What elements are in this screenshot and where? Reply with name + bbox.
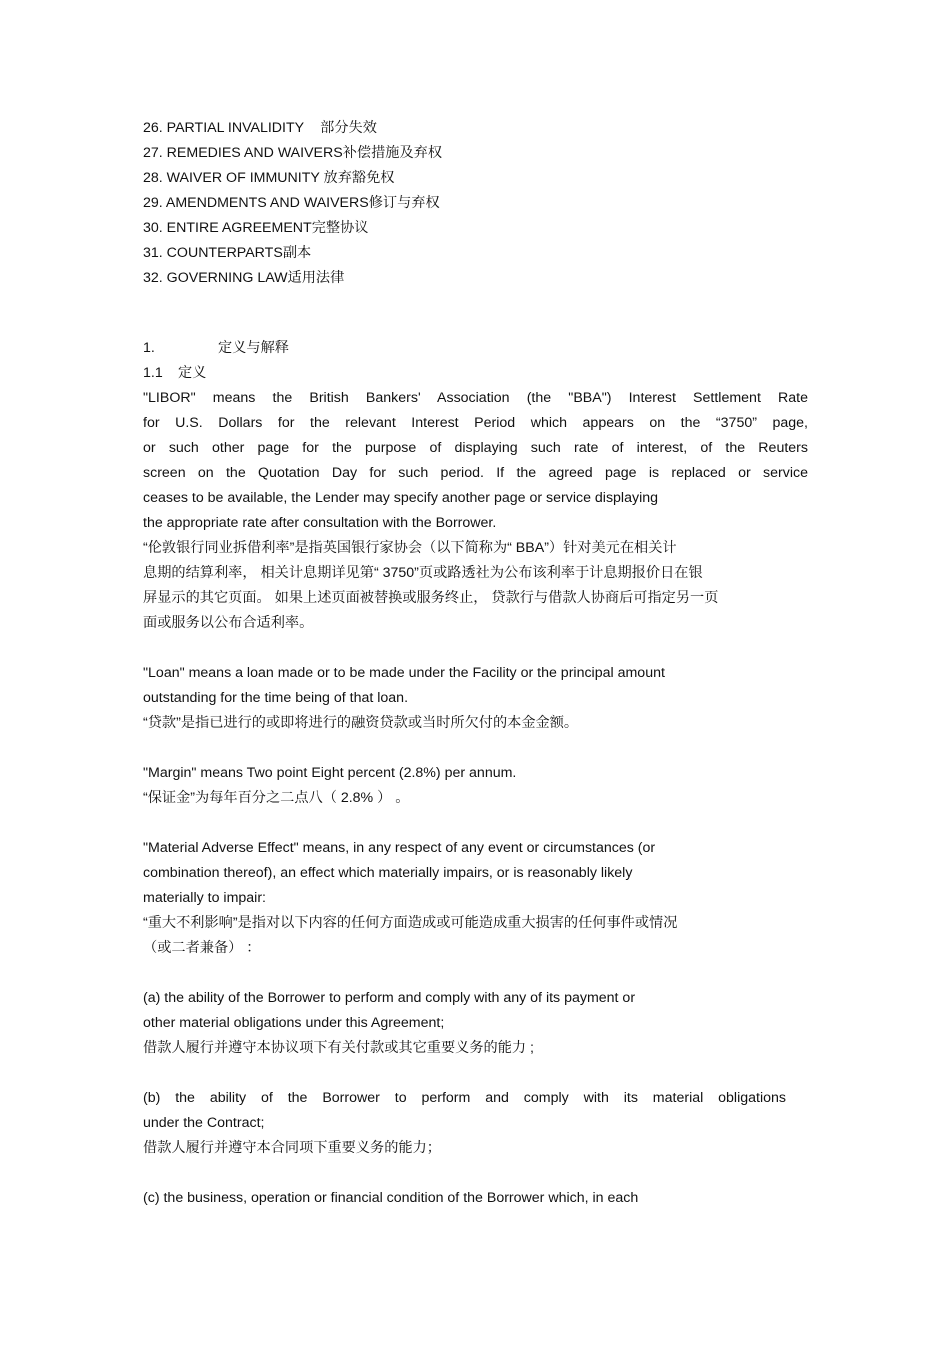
toc-item-cn: 补偿措施及弃权 xyxy=(342,145,443,161)
spacer xyxy=(143,961,808,986)
definition-en-line: the appropriate rate after consultation with the Borrower. xyxy=(143,515,497,531)
list-item-cn-line: 借款人履行并遵守本协议项下有关付款或其它重要义务的能力 ; xyxy=(143,1040,534,1056)
toc-item-cn: 修订与弃权 xyxy=(368,195,440,211)
definition-material-adverse-effect xyxy=(143,836,808,961)
definition-en-line: outstanding for the time being of that loan. xyxy=(143,690,409,706)
spacer xyxy=(143,636,808,661)
definition-cn-line: 息期的结算利率， 相关计息期详见第“ 3750”页或路透社为公布该利率于计息期报价日在银 xyxy=(143,565,703,581)
definition-en-line: "Loan" means a loan made or to be made under the Facility or the principal amount xyxy=(143,665,665,681)
definition-en-line: screen on the Quotation Day for such period. If the agreed page is replaced or service xyxy=(143,465,808,481)
definition-loan xyxy=(143,661,808,736)
definition-libor xyxy=(143,386,808,636)
toc-item-en: 28. WAIVER OF IMMUNITY xyxy=(143,170,320,186)
definition-margin xyxy=(143,761,808,811)
definition-cn-line: 面或服务以公布合适利率。 xyxy=(143,615,314,631)
spacer xyxy=(143,811,808,836)
subsection-heading xyxy=(143,361,808,386)
document-page xyxy=(143,116,808,1211)
toc-item-cn: 放弃豁免权 xyxy=(323,170,395,186)
toc-item xyxy=(143,116,808,141)
definition-en-line: combination thereof), an effect which materially impairs, or is reasonably likely xyxy=(143,865,633,881)
definition-en-line: materially to impair: xyxy=(143,890,266,906)
definition-en-line: ceases to be available, the Lender may specify another page or service displaying xyxy=(143,490,658,506)
subsection-title: 定义 xyxy=(178,365,207,381)
toc-item-cn: 完整协议 xyxy=(311,220,369,236)
list-item-b xyxy=(143,1086,808,1161)
spacer xyxy=(143,736,808,761)
toc-item-cn: 部分失效 xyxy=(320,120,377,136)
toc-item-cn: 副本 xyxy=(282,245,312,261)
toc-item xyxy=(143,191,808,216)
subsection-number: 1.1 xyxy=(143,365,163,381)
list-item-en-line: under the Contract; xyxy=(143,1115,265,1131)
toc-list xyxy=(143,116,808,291)
section-number: 1. xyxy=(143,340,155,356)
list-item-en-line: (b) the ability of the Borrower to perform and comply with its material obligations xyxy=(143,1090,786,1106)
definition-en-line: or such other page for the purpose of displaying such rate of interest, of the Reuters xyxy=(143,440,808,456)
toc-item xyxy=(143,216,808,241)
toc-item-cn: 适用法律 xyxy=(287,270,345,286)
toc-item xyxy=(143,166,808,191)
definition-cn-line: “贷款”是指已进行的或即将进行的融资贷款或当时所欠付的本金金额。 xyxy=(143,715,579,731)
list-item-a xyxy=(143,986,808,1061)
toc-item-en: 32. GOVERNING LAW xyxy=(143,270,288,286)
toc-item-en: 27. REMEDIES AND WAIVERS xyxy=(143,145,343,161)
toc-item-en: 30. ENTIRE AGREEMENT xyxy=(143,220,312,236)
toc-item-en: 29. AMENDMENTS AND WAIVERS xyxy=(143,195,369,211)
toc-item-en: 31. COUNTERPARTS xyxy=(143,245,283,261)
definition-en-line: "Material Adverse Effect" means, in any respect of any event or circumstances (or xyxy=(143,840,656,856)
list-item-c xyxy=(143,1186,808,1211)
section-heading xyxy=(143,336,808,361)
toc-item xyxy=(143,141,808,166)
definition-cn-line: “伦敦银行同业拆借利率”是指英国银行家协会（以下简称为“ BBA”）针对美元在相关计 xyxy=(143,540,677,556)
spacer xyxy=(143,1061,808,1086)
definition-cn-line: 屏显示的其它页面。 如果上述页面被替换或服务终止， 贷款行与借款人协商后可指定另一页 xyxy=(143,590,719,606)
definition-en-line: for U.S. Dollars for the relevant Interest Period which appears on the “3750” page, xyxy=(143,415,808,431)
definition-cn-line: “重大不利影响”是指对以下内容的任何方面造成或可能造成重大损害的任何事件或情况 xyxy=(143,915,678,931)
toc-item xyxy=(143,241,808,266)
spacer xyxy=(143,1161,808,1186)
list-item-en-line: (c) the business, operation or financial condition of the Borrower which, in each xyxy=(143,1190,639,1206)
list-item-cn-line: 借款人履行并遵守本合同项下重要义务的能力； xyxy=(143,1140,441,1156)
spacer xyxy=(143,291,808,336)
section-title: 定义与解释 xyxy=(218,340,289,356)
toc-item xyxy=(143,266,808,291)
definition-cn-line: “保证金”为每年百分之二点八（ 2.8% ） 。 xyxy=(143,790,410,806)
list-item-en-line: other material obligations under this Agreement; xyxy=(143,1015,445,1031)
list-item-en-line: (a) the ability of the Borrower to perform and comply with any of its payment or xyxy=(143,990,636,1006)
toc-item-en: 26. PARTIAL INVALIDITY xyxy=(143,120,305,136)
definition-cn-line: （或二者兼备） ： xyxy=(143,940,261,956)
definition-en-line: "LIBOR" means the British Bankers' Association (the "BBA") Interest Settlement Rate xyxy=(143,390,808,406)
definition-en-line: "Margin" means Two point Eight percent (2.8%) per annum. xyxy=(143,765,517,781)
